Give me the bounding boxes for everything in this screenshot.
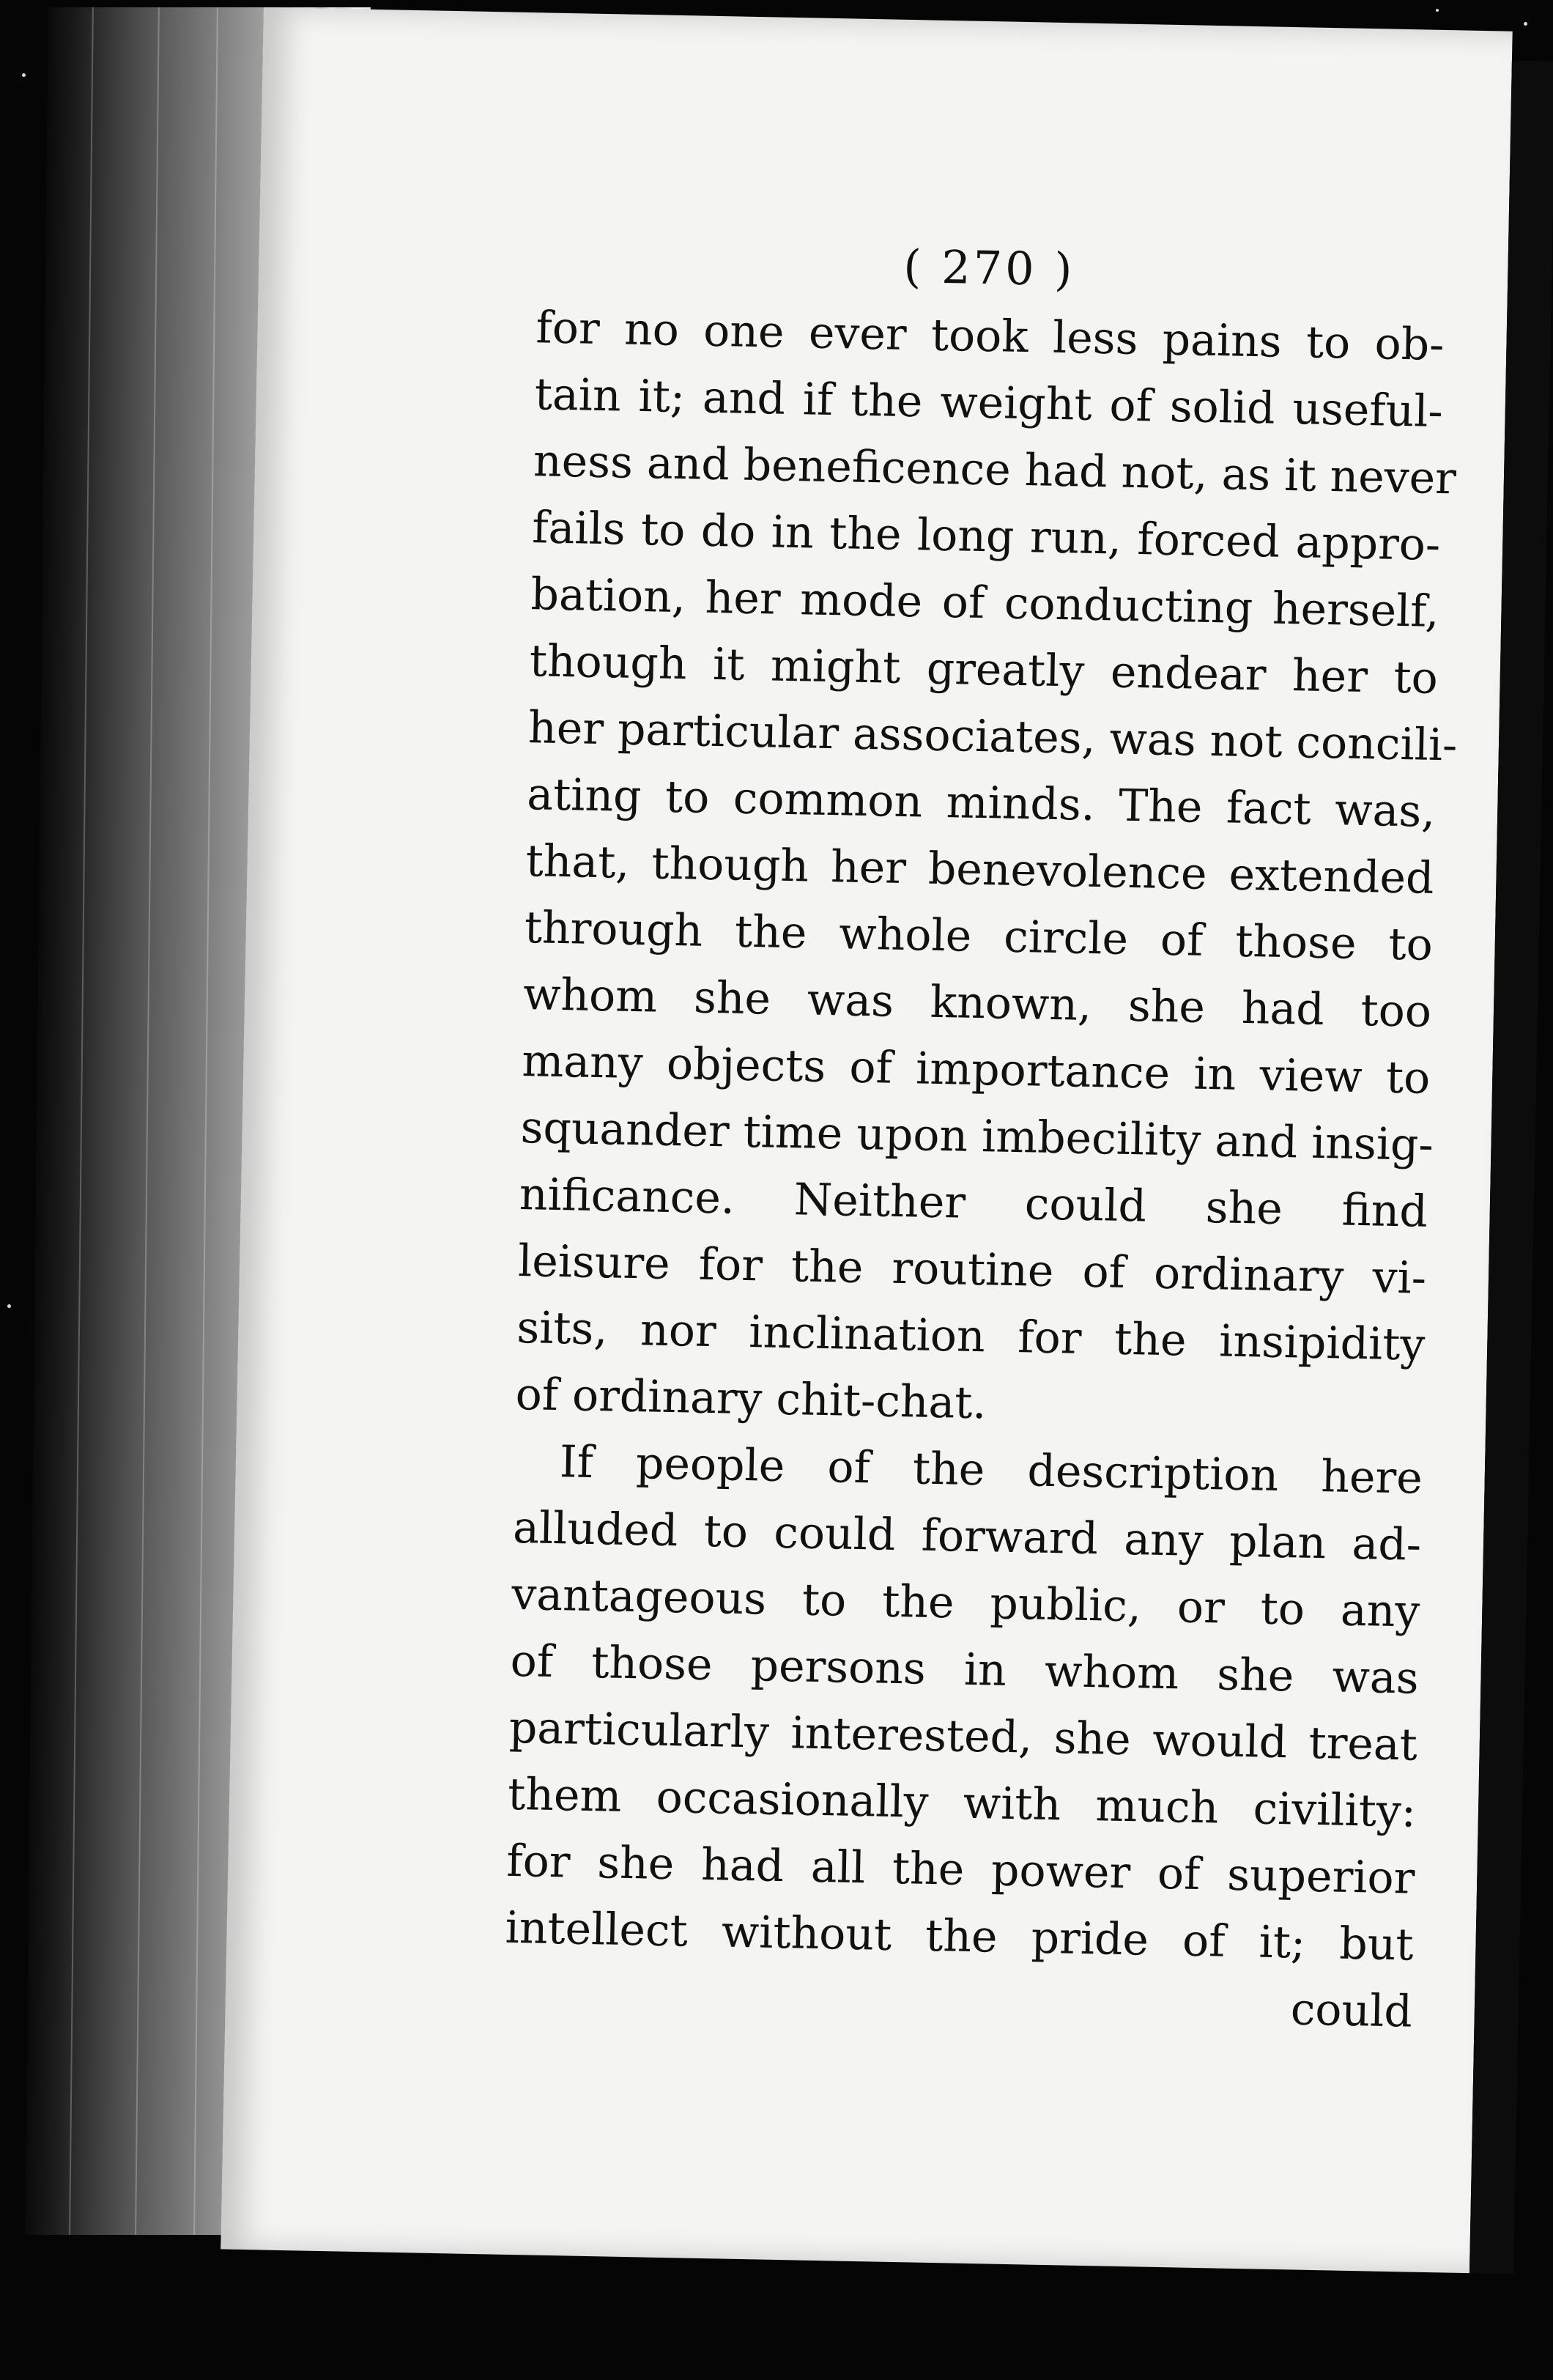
dust-speck xyxy=(22,73,26,77)
text-line: them occasionally with much civility: xyxy=(507,1768,1417,1838)
text-line: nificance. Neither could she find xyxy=(519,1169,1428,1238)
text-line: sits, nor inclination for the insipidity xyxy=(516,1301,1426,1371)
text-line: particularly interested, she would treat xyxy=(508,1701,1418,1771)
text-line: many objects of importance in view to xyxy=(521,1035,1431,1104)
text-line: whom she was known, she had too xyxy=(522,969,1432,1038)
text-line: If people of the description here xyxy=(559,1436,1423,1504)
text-line: though it might greatly endear her to xyxy=(529,635,1439,704)
page-text xyxy=(503,295,1459,2045)
dust-speck xyxy=(7,1304,11,1308)
text-line: through the whole circle of those to xyxy=(524,902,1434,971)
text-line: ness and beneficence had not, as it never xyxy=(533,435,1457,505)
text-line: bation, her mode of conducting herself, xyxy=(530,569,1440,638)
text-line: ating to common minds. The fact was, xyxy=(526,769,1436,838)
text-line: that, though her benevolence extended xyxy=(525,835,1435,904)
text-line: squander time upon imbecility and insig- xyxy=(520,1102,1434,1171)
text-line: alluded to could forward any plan ad- xyxy=(512,1501,1422,1571)
dust-speck xyxy=(1436,9,1439,12)
text-line: for she had all the power of superior xyxy=(505,1835,1415,1904)
text-line: tain it; and if the weight of solid useful- xyxy=(534,369,1444,437)
page-number: ( 270 ) xyxy=(902,239,1076,297)
text-line: of those persons in whom she was xyxy=(510,1635,1420,1704)
book-page xyxy=(220,7,1512,2273)
text-line: leisure for the routine of ordinary vi- xyxy=(517,1235,1427,1304)
catchword: could xyxy=(1290,1984,1413,2038)
text-line: her particular associates, was not concili- xyxy=(527,702,1459,772)
text-line: vantageous to the public, or to any xyxy=(511,1568,1420,1638)
text-line: of ordinary chit-chat. xyxy=(515,1368,987,1430)
text-line: fails to do in the long run, forced appro- xyxy=(531,502,1441,571)
text-line: intellect without the pride of it; but xyxy=(505,1902,1415,1971)
text-line: for no one ever took less pains to ob- xyxy=(535,302,1445,372)
dust-speck xyxy=(1524,22,1527,26)
